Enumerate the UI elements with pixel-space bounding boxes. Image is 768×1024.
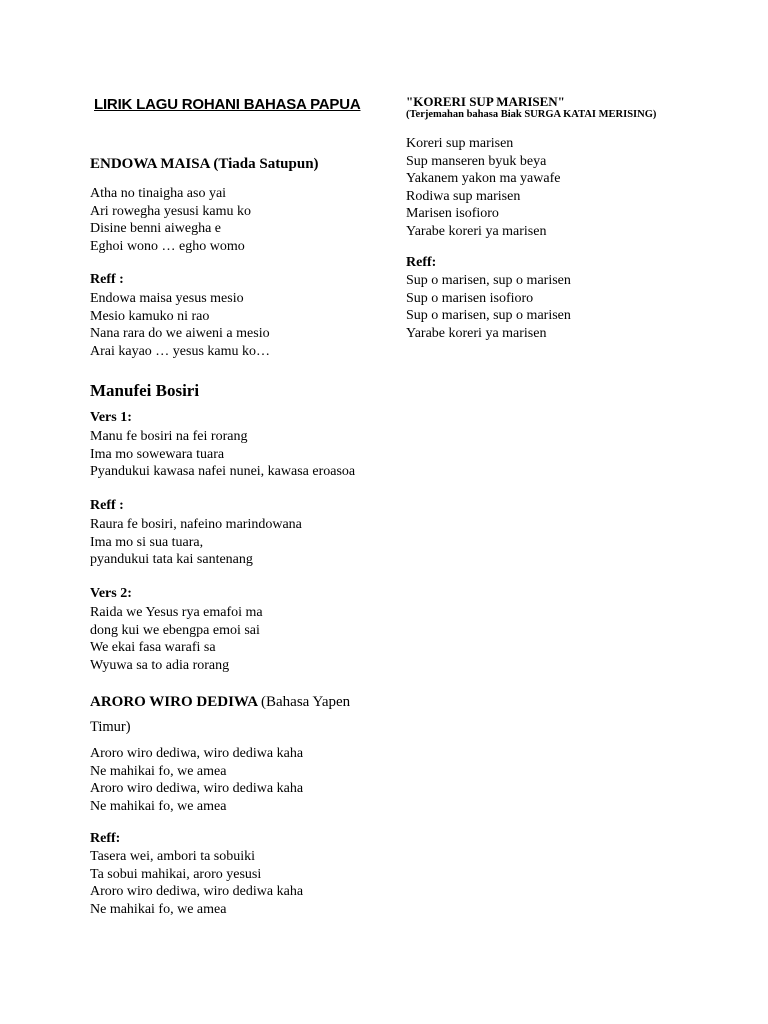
lyric-line: Manu fe bosiri na fei rorang bbox=[90, 429, 248, 444]
lyric-line: Disine benni aiwegha e bbox=[90, 221, 222, 236]
song4-reff bbox=[406, 272, 571, 342]
song2-reff bbox=[90, 516, 302, 569]
lyric-line: Marisen isofioro bbox=[406, 206, 499, 221]
lyric-line: Aroro wiro dediwa, wiro dediwa kaha bbox=[90, 781, 304, 796]
lyric-line: Sup o marisen, sup o marisen bbox=[406, 273, 571, 288]
song-title-note: (Bahasa Yapen bbox=[261, 694, 351, 710]
song4-verse bbox=[406, 135, 560, 240]
song-title-koreri-sup-marisen: "KORERI SUP MARISEN" bbox=[406, 94, 565, 109]
lyric-line: Ne mahikai fo, we amea bbox=[90, 901, 227, 917]
reff-label: Reff : bbox=[90, 272, 124, 287]
song-title-text: ARORO WIRO DEDIWA bbox=[90, 694, 258, 710]
lyric-line: Atha no tinaigha aso yai bbox=[90, 186, 227, 201]
song1-reff bbox=[90, 290, 270, 360]
song-title-aroro-wiro-dediwa bbox=[90, 694, 350, 711]
vers1-label: Vers 1: bbox=[90, 410, 132, 425]
lyric-line: Ne mahikai fo, we amea bbox=[90, 798, 227, 814]
lyric-line: Yarabe koreri ya marisen bbox=[406, 325, 547, 341]
lyric-line: pyandukui tata kai santenang bbox=[90, 552, 253, 567]
lyric-line: Mesio kamuko ni rao bbox=[90, 308, 210, 324]
page-title: LIRIK LAGU ROHANI BAHASA PAPUA bbox=[94, 96, 361, 113]
lyric-line: Yarabe koreri ya marisen bbox=[406, 223, 547, 239]
lyric-line: dong kui we ebengpa emoi sai bbox=[90, 622, 260, 638]
song-title-note-cont: Timur) bbox=[90, 719, 131, 735]
song-title-note: (Tiada Satupun) bbox=[213, 156, 319, 172]
lyric-line: Rodiwa sup marisen bbox=[406, 188, 521, 204]
lyric-line: Aroro wiro dediwa, wiro dediwa kaha bbox=[90, 746, 304, 761]
lyric-line: Aroro wiro dediwa, wiro dediwa kaha bbox=[90, 884, 304, 899]
song3-verse bbox=[90, 745, 303, 815]
lyric-line: Koreri sup marisen bbox=[406, 136, 514, 151]
lyric-line: Pyandukui kawasa nafei nunei, kawasa eroasoa bbox=[90, 464, 356, 479]
lyric-line: Sup manseren byuk beya bbox=[406, 153, 547, 169]
lyric-line: Nana rara do we aiweni a mesio bbox=[90, 326, 270, 341]
vers2-label: Vers 2: bbox=[90, 586, 132, 601]
lyric-line: Raida we Yesus rya emafoi ma bbox=[90, 605, 263, 620]
lyric-line: Raura fe bosiri, nafeino marindowana bbox=[90, 517, 302, 532]
lyric-line: Ta sobui mahikai, aroro yesusi bbox=[90, 866, 262, 882]
song2-vers2 bbox=[90, 604, 263, 674]
lyric-line: Eghoi wono … egho womo bbox=[90, 238, 245, 254]
song-title-manufei-bosiri: Manufei Bosiri bbox=[90, 381, 200, 400]
lyric-line: Ima mo sowewara tuara bbox=[90, 446, 225, 462]
lyric-line: Ima mo si sua tuara, bbox=[90, 534, 204, 550]
lyric-line: Sup o marisen, sup o marisen bbox=[406, 308, 571, 323]
lyric-line: Arai kayao … yesus kamu ko… bbox=[90, 343, 271, 359]
lyric-line: We ekai fasa warafi sa bbox=[90, 640, 216, 655]
lyric-line: Endowa maisa yesus mesio bbox=[90, 291, 244, 306]
lyric-line: Tasera wei, ambori ta sobuiki bbox=[90, 849, 256, 864]
song-title-endowa-maisa bbox=[90, 156, 319, 173]
lyric-line: Yakanem yakon ma yawafe bbox=[406, 171, 561, 186]
song2-vers1 bbox=[90, 428, 355, 481]
song-subtitle: (Terjemahan bahasa Biak SURGA KATAI MERISING) bbox=[406, 109, 657, 120]
reff-label: Reff: bbox=[90, 831, 121, 846]
song1-verse bbox=[90, 185, 251, 255]
lyric-line: Ne mahikai fo, we amea bbox=[90, 763, 227, 779]
lyric-line: Sup o marisen isofioro bbox=[406, 290, 534, 306]
reff-label: Reff : bbox=[90, 498, 124, 513]
reff-label: Reff: bbox=[406, 255, 437, 270]
lyric-line: Wyuwa sa to adia rorang bbox=[90, 657, 230, 673]
song-title-text: ENDOWA MAISA bbox=[90, 156, 210, 172]
lyric-line: Ari rowegha yesusi kamu ko bbox=[90, 203, 251, 219]
song3-reff bbox=[90, 848, 303, 918]
